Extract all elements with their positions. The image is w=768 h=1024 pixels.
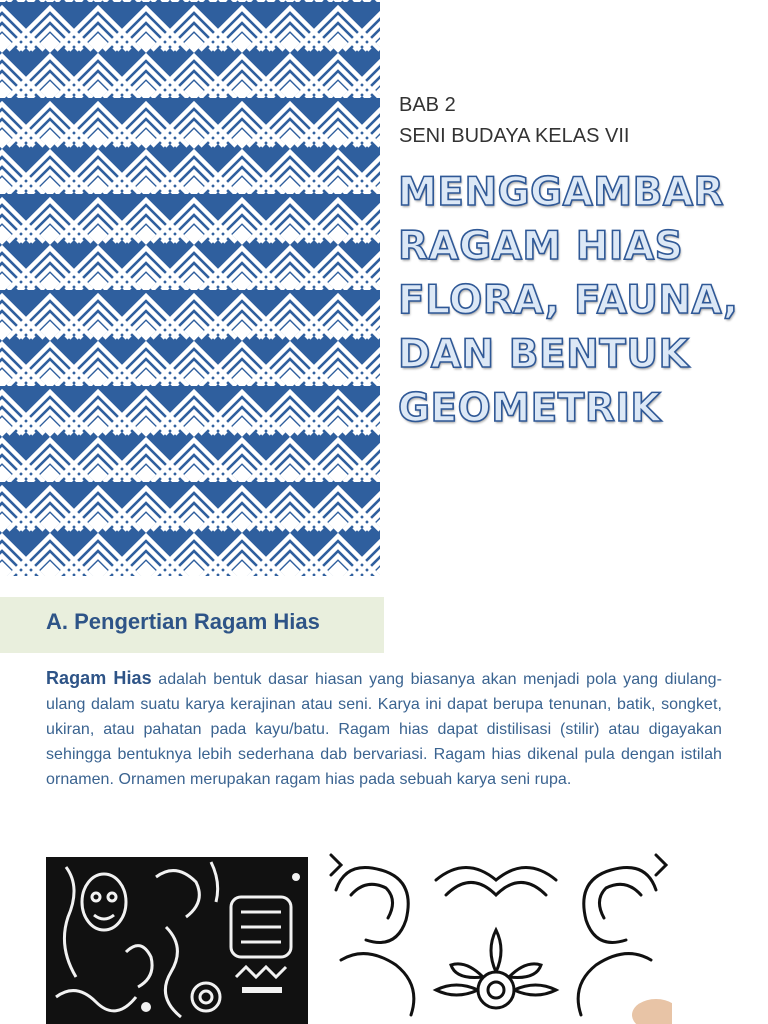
title-line: GEOMETRIK: [398, 386, 662, 431]
definition-text: adalah bentuk dasar hiasan yang biasanya akan menjadi pola yang diulang-ulang dalam suatu karya kerajinan atau seni. Karya ini dapat berupa tenunan, batik, songket, ukiran, atau pahatan pada kayu/batu. Ragam hias dapat distilisasi (stilir) atau digayakan sehingga bentuknya lebih sederhana dab bervariasi. Ragam hias dikenal pula dengan istilah ornamen. Ornamen merupakan ragam hias pada sebuah karya seni rupa.: [46, 671, 723, 788]
section-heading-band: [0, 597, 384, 653]
definition-paragraph: [46, 666, 722, 792]
tribal-ornament-image: [46, 857, 308, 1024]
geometric-pattern-image: [0, 0, 380, 576]
title-line: FLORA, FAUNA,: [398, 278, 739, 323]
title-line: RAGAM HIAS: [398, 224, 684, 269]
chapter-title: [398, 166, 758, 436]
floral-ornament-image: [326, 850, 672, 1024]
subject-label: SENI BUDAYA KELAS VII: [399, 125, 630, 147]
section-heading: A. Pengertian Ragam Hias: [46, 609, 320, 634]
title-line: MENGGAMBAR: [398, 170, 725, 215]
chapter-label: BAB 2: [399, 94, 456, 116]
chapter-header: [399, 90, 629, 152]
title-line: DAN BENTUK: [398, 332, 690, 377]
term-ragam-hias: Ragam Hias: [46, 668, 152, 688]
